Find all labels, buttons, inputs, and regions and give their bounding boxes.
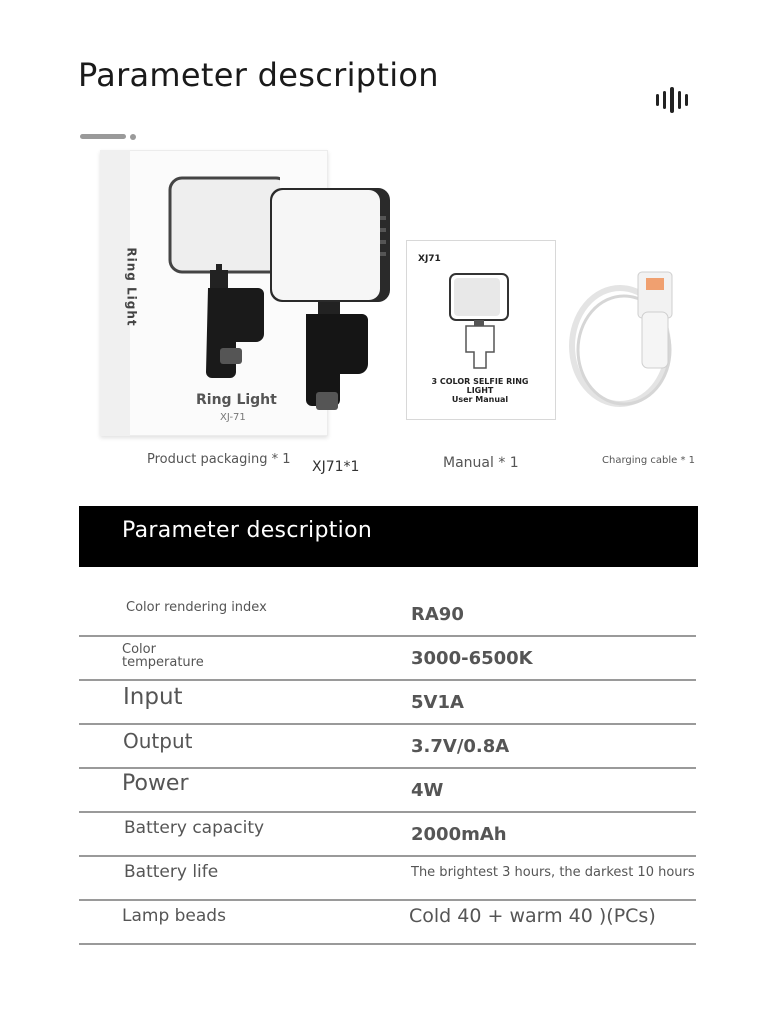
spec-label-color-temp: Color temperature xyxy=(122,642,204,670)
spec-value-color-temp: 3000-6500K xyxy=(411,648,533,669)
spec-value-output: 3.7V/0.8A xyxy=(411,736,510,757)
caption-manual: Manual * 1 xyxy=(443,455,519,471)
box-ring-light-image xyxy=(160,170,280,380)
spec-label-power: Power xyxy=(122,771,189,796)
caption-cable: Charging cable * 1 xyxy=(602,455,695,466)
spec-value-input: 5V1A xyxy=(411,692,464,713)
spec-label-input: Input xyxy=(123,684,183,710)
manual-subtitle: User Manual xyxy=(451,395,509,404)
spec-value-battery-life: The brightest 3 hours, the darkest 10 hours xyxy=(411,865,695,880)
manual-model-label: XJ71 xyxy=(418,254,441,264)
spec-label-battery-life: Battery life xyxy=(124,862,219,882)
spec-label-cri: Color rendering index xyxy=(126,600,267,615)
row-divider xyxy=(79,899,696,901)
row-divider xyxy=(79,943,696,945)
box-model-label: XJ-71 xyxy=(220,412,246,423)
row-divider xyxy=(79,723,696,725)
charging-cable-image xyxy=(566,268,690,418)
caption-packaging: Product packaging * 1 xyxy=(147,452,291,467)
caption-device: XJ71*1 xyxy=(312,459,360,475)
section-divider-dot xyxy=(130,134,136,140)
row-divider xyxy=(79,767,696,769)
manual-title: 3 COLOR SELFIE RING LIGHT xyxy=(431,377,529,395)
spec-value-lamp-beads: Cold 40 + warm 40 )(PCs) xyxy=(409,905,656,927)
row-divider xyxy=(79,679,696,681)
row-divider xyxy=(79,635,696,637)
section-divider xyxy=(80,134,126,139)
spec-label-output: Output xyxy=(123,729,193,753)
box-side-label: Ring Light xyxy=(124,247,139,327)
page-title: Parameter description xyxy=(78,56,439,94)
row-divider xyxy=(79,811,696,813)
sound-wave-icon xyxy=(656,86,696,114)
row-divider xyxy=(79,855,696,857)
spec-header-title: Parameter description xyxy=(122,518,373,543)
box-brand-label: Ring Light xyxy=(196,392,277,408)
spec-value-battery-capacity: 2000mAh xyxy=(411,824,507,845)
manual-device-drawing xyxy=(448,272,512,372)
ring-light-device-image xyxy=(268,186,394,420)
spec-label-battery-capacity: Battery capacity xyxy=(124,818,265,838)
spec-value-power: 4W xyxy=(411,780,444,801)
spec-value-cri: RA90 xyxy=(411,604,464,625)
spec-label-lamp-beads: Lamp beads xyxy=(122,906,226,926)
